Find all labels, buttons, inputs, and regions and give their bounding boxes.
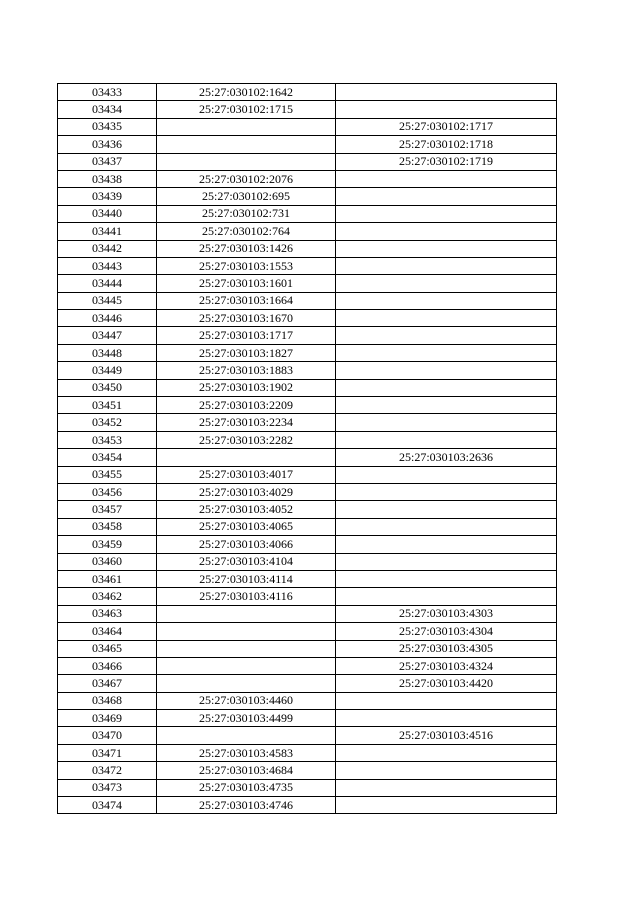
cadastral-number-cell: 25:27:030103:1827 <box>157 344 336 361</box>
table-row <box>58 170 557 187</box>
cadastral-number-alt-cell <box>336 536 557 553</box>
cadastral-number-cell: 25:27:030103:4052 <box>157 501 336 518</box>
table-row <box>58 153 557 170</box>
table-row <box>58 257 557 274</box>
row-number-cell: 03436 <box>58 136 157 153</box>
cadastral-number-alt-cell <box>336 292 557 309</box>
row-number-cell: 03456 <box>58 483 157 500</box>
table-row <box>58 675 557 692</box>
cadastral-number-cell: 25:27:030103:4460 <box>157 692 336 709</box>
cadastral-number-alt-cell <box>336 692 557 709</box>
cadastral-number-alt-cell <box>336 310 557 327</box>
row-number-cell: 03466 <box>58 657 157 674</box>
cadastral-number-cell <box>157 727 336 744</box>
table-row <box>58 397 557 414</box>
row-number-cell: 03455 <box>58 466 157 483</box>
cadastral-number-alt-cell <box>336 257 557 274</box>
row-number-cell: 03444 <box>58 275 157 292</box>
cadastral-number-cell: 25:27:030102:764 <box>157 223 336 240</box>
row-number-cell: 03440 <box>58 205 157 222</box>
table-row <box>58 536 557 553</box>
table-row <box>58 362 557 379</box>
cadastral-number-cell: 25:27:030103:2234 <box>157 414 336 431</box>
cadastral-number-cell <box>157 657 336 674</box>
cadastral-number-alt-cell: 25:27:030103:4304 <box>336 623 557 640</box>
row-number-cell: 03468 <box>58 692 157 709</box>
table-row <box>58 797 557 814</box>
cadastral-number-alt-cell <box>336 397 557 414</box>
row-number-cell: 03453 <box>58 431 157 448</box>
cadastral-number-alt-cell <box>336 466 557 483</box>
table-row <box>58 483 557 500</box>
cadastral-number-alt-cell <box>336 379 557 396</box>
cadastral-number-alt-cell: 25:27:030103:4516 <box>336 727 557 744</box>
row-number-cell: 03465 <box>58 640 157 657</box>
cadastral-number-alt-cell <box>336 779 557 796</box>
row-number-cell: 03467 <box>58 675 157 692</box>
table-row <box>58 692 557 709</box>
cadastral-number-alt-cell <box>336 797 557 814</box>
cadastral-number-cell <box>157 449 336 466</box>
table-row <box>58 762 557 779</box>
cadastral-number-cell: 25:27:030103:4114 <box>157 570 336 587</box>
table-row <box>58 657 557 674</box>
row-number-cell: 03457 <box>58 501 157 518</box>
cadastral-number-cell: 25:27:030102:2076 <box>157 170 336 187</box>
cadastral-number-cell <box>157 675 336 692</box>
row-number-cell: 03472 <box>58 762 157 779</box>
table-row <box>58 779 557 796</box>
cadastral-number-alt-cell: 25:27:030103:2636 <box>336 449 557 466</box>
row-number-cell: 03449 <box>58 362 157 379</box>
table-row <box>58 449 557 466</box>
cadastral-number-alt-cell <box>336 414 557 431</box>
cadastral-number-alt-cell <box>336 431 557 448</box>
row-number-cell: 03473 <box>58 779 157 796</box>
cadastral-number-cell <box>157 623 336 640</box>
cadastral-number-alt-cell <box>336 188 557 205</box>
row-number-cell: 03451 <box>58 397 157 414</box>
cadastral-number-alt-cell: 25:27:030103:4305 <box>336 640 557 657</box>
cadastral-number-cell: 25:27:030103:1426 <box>157 240 336 257</box>
table-row <box>58 379 557 396</box>
cadastral-number-alt-cell: 25:27:030102:1718 <box>336 136 557 153</box>
row-number-cell: 03462 <box>58 588 157 605</box>
cadastral-number-cell: 25:27:030102:1715 <box>157 101 336 118</box>
row-number-cell: 03470 <box>58 727 157 744</box>
cadastral-number-cell: 25:27:030103:1883 <box>157 362 336 379</box>
cadastral-number-alt-cell <box>336 362 557 379</box>
table-body <box>58 84 557 814</box>
cadastral-number-alt-cell <box>336 223 557 240</box>
table-row <box>58 518 557 535</box>
table-row <box>58 118 557 135</box>
cadastral-number-cell: 25:27:030102:731 <box>157 205 336 222</box>
table-row <box>58 623 557 640</box>
cadastral-number-alt-cell <box>336 553 557 570</box>
table-row <box>58 223 557 240</box>
cadastral-number-alt-cell <box>336 275 557 292</box>
cadastral-number-alt-cell <box>336 205 557 222</box>
row-number-cell: 03447 <box>58 327 157 344</box>
row-number-cell: 03437 <box>58 153 157 170</box>
table-row <box>58 310 557 327</box>
cadastral-number-cell: 25:27:030103:2209 <box>157 397 336 414</box>
cadastral-number-alt-cell <box>336 518 557 535</box>
cadastral-number-alt-cell <box>336 84 557 101</box>
cadastral-number-cell: 25:27:030103:1717 <box>157 327 336 344</box>
table-row <box>58 292 557 309</box>
row-number-cell: 03452 <box>58 414 157 431</box>
cadastral-number-alt-cell <box>336 570 557 587</box>
cadastral-number-alt-cell: 25:27:030102:1719 <box>336 153 557 170</box>
row-number-cell: 03438 <box>58 170 157 187</box>
table-row <box>58 431 557 448</box>
table-row <box>58 327 557 344</box>
cadastral-number-alt-cell <box>336 327 557 344</box>
row-number-cell: 03441 <box>58 223 157 240</box>
table-row <box>58 136 557 153</box>
cadastral-number-alt-cell <box>336 710 557 727</box>
table-row <box>58 605 557 622</box>
table-row <box>58 240 557 257</box>
cadastral-number-cell <box>157 136 336 153</box>
cadastral-number-cell: 25:27:030103:4583 <box>157 744 336 761</box>
cadastral-number-alt-cell <box>336 344 557 361</box>
cadastral-number-alt-cell <box>336 483 557 500</box>
cadastral-number-alt-cell: 25:27:030102:1717 <box>336 118 557 135</box>
table-row <box>58 466 557 483</box>
cadastral-number-cell: 25:27:030103:2282 <box>157 431 336 448</box>
cadastral-number-cell: 25:27:030103:4029 <box>157 483 336 500</box>
cadastral-number-cell: 25:27:030103:1670 <box>157 310 336 327</box>
row-number-cell: 03469 <box>58 710 157 727</box>
cadastral-number-cell: 25:27:030103:1664 <box>157 292 336 309</box>
cadastral-number-alt-cell <box>336 501 557 518</box>
cadastral-number-alt-cell <box>336 588 557 605</box>
cadastral-number-alt-cell: 25:27:030103:4303 <box>336 605 557 622</box>
table-row <box>58 414 557 431</box>
cadastral-number-cell: 25:27:030103:4065 <box>157 518 336 535</box>
row-number-cell: 03461 <box>58 570 157 587</box>
cadastral-number-cell: 25:27:030103:4066 <box>157 536 336 553</box>
row-number-cell: 03464 <box>58 623 157 640</box>
cadastral-number-cell: 25:27:030103:4684 <box>157 762 336 779</box>
row-number-cell: 03448 <box>58 344 157 361</box>
table-row <box>58 640 557 657</box>
table-row <box>58 727 557 744</box>
table-row <box>58 501 557 518</box>
row-number-cell: 03439 <box>58 188 157 205</box>
table-row <box>58 588 557 605</box>
table-row <box>58 344 557 361</box>
cadastral-number-alt-cell <box>336 240 557 257</box>
cadastral-number-cell: 25:27:030103:4104 <box>157 553 336 570</box>
row-number-cell: 03474 <box>58 797 157 814</box>
row-number-cell: 03443 <box>58 257 157 274</box>
cadastral-number-alt-cell: 25:27:030103:4420 <box>336 675 557 692</box>
row-number-cell: 03446 <box>58 310 157 327</box>
row-number-cell: 03434 <box>58 101 157 118</box>
cadastral-number-alt-cell <box>336 762 557 779</box>
cadastral-number-alt-cell <box>336 744 557 761</box>
table-row <box>58 205 557 222</box>
row-number-cell: 03435 <box>58 118 157 135</box>
row-number-cell: 03433 <box>58 84 157 101</box>
table-row <box>58 101 557 118</box>
table-row <box>58 710 557 727</box>
cadastral-number-alt-cell <box>336 170 557 187</box>
table-row <box>58 84 557 101</box>
cadastral-number-cell: 25:27:030103:1902 <box>157 379 336 396</box>
row-number-cell: 03450 <box>58 379 157 396</box>
cadastral-number-cell: 25:27:030103:4499 <box>157 710 336 727</box>
table-row <box>58 744 557 761</box>
table-row <box>58 553 557 570</box>
cadastral-number-cell: 25:27:030103:4116 <box>157 588 336 605</box>
row-number-cell: 03459 <box>58 536 157 553</box>
cadastral-number-cell: 25:27:030102:1642 <box>157 84 336 101</box>
row-number-cell: 03445 <box>58 292 157 309</box>
cadastral-number-cell: 25:27:030102:695 <box>157 188 336 205</box>
cadastral-number-cell: 25:27:030103:1601 <box>157 275 336 292</box>
row-number-cell: 03458 <box>58 518 157 535</box>
cadastral-number-cell: 25:27:030103:4017 <box>157 466 336 483</box>
row-number-cell: 03442 <box>58 240 157 257</box>
cadastral-number-table <box>57 83 557 814</box>
cadastral-number-cell <box>157 605 336 622</box>
row-number-cell: 03463 <box>58 605 157 622</box>
cadastral-number-cell: 25:27:030103:4746 <box>157 797 336 814</box>
table-row <box>58 570 557 587</box>
cadastral-number-cell: 25:27:030103:4735 <box>157 779 336 796</box>
cadastral-number-cell <box>157 640 336 657</box>
row-number-cell: 03471 <box>58 744 157 761</box>
cadastral-number-alt-cell <box>336 101 557 118</box>
row-number-cell: 03454 <box>58 449 157 466</box>
table-row <box>58 188 557 205</box>
row-number-cell: 03460 <box>58 553 157 570</box>
cadastral-number-cell <box>157 118 336 135</box>
cadastral-number-alt-cell: 25:27:030103:4324 <box>336 657 557 674</box>
cadastral-number-cell: 25:27:030103:1553 <box>157 257 336 274</box>
cadastral-number-cell <box>157 153 336 170</box>
table-row <box>58 275 557 292</box>
